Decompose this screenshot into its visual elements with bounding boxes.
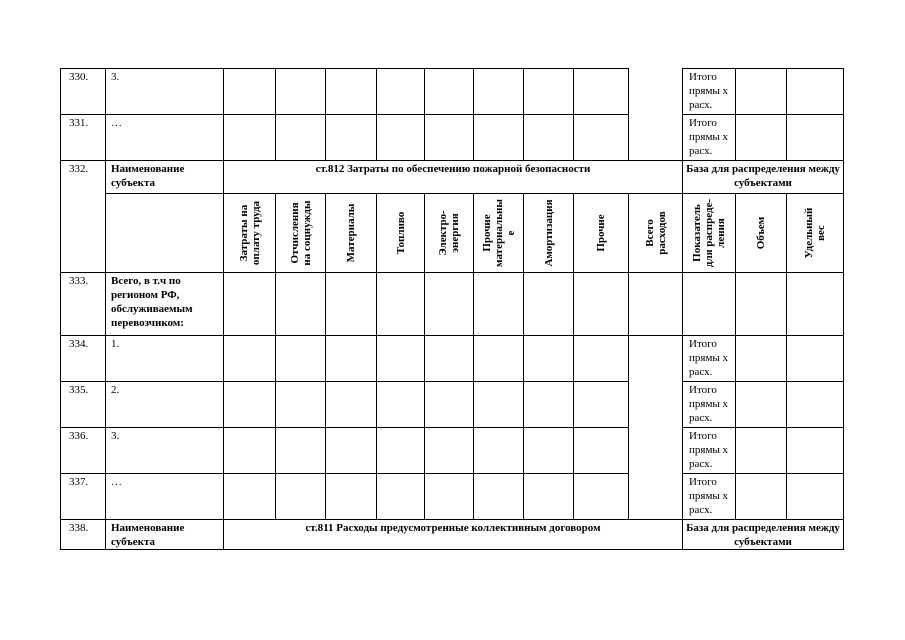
cell xyxy=(276,115,326,161)
cell xyxy=(276,273,326,336)
column-header-total: Всего расходов xyxy=(629,194,683,273)
cell xyxy=(787,69,844,115)
cell xyxy=(787,336,844,382)
base-title: База для распределения между субъектами xyxy=(683,520,844,550)
cell xyxy=(574,115,629,161)
table-row xyxy=(61,474,844,520)
table-row xyxy=(61,69,844,115)
cell xyxy=(474,428,524,474)
cell xyxy=(224,382,276,428)
cell xyxy=(736,428,787,474)
row-number: 335. xyxy=(61,382,106,428)
cell xyxy=(326,474,377,520)
cell xyxy=(524,428,574,474)
cell xyxy=(224,336,276,382)
column-header-labor: Затраты на оплату труда xyxy=(224,194,276,273)
cell xyxy=(629,273,683,336)
cell xyxy=(425,69,474,115)
cell xyxy=(787,115,844,161)
section-header-row xyxy=(61,520,844,550)
row-name: 3. xyxy=(106,69,224,115)
cell xyxy=(377,69,425,115)
cell xyxy=(224,115,276,161)
cell xyxy=(683,273,736,336)
column-header-indicator: Показатель для распреде- ления xyxy=(683,194,736,273)
cell xyxy=(377,273,425,336)
column-header-volume: Объем xyxy=(736,194,787,273)
cell xyxy=(377,115,425,161)
cell xyxy=(787,428,844,474)
section-title: ст.812 Затраты по обеспечению пожарной безопасности xyxy=(224,161,683,194)
section-header-row xyxy=(61,161,844,194)
section-title: ст.811 Расходы предусмотренные коллективным договором xyxy=(224,520,683,550)
row-name: 2. xyxy=(106,382,224,428)
base-indicator-cell: Итого прямы х расх. xyxy=(683,336,736,382)
column-header-materials: Материалы xyxy=(326,194,377,273)
table-row xyxy=(61,115,844,161)
row-number: 337. xyxy=(61,474,106,520)
cell xyxy=(276,336,326,382)
cell xyxy=(326,273,377,336)
base-indicator-cell: Итого прямы х расх. xyxy=(683,474,736,520)
cell xyxy=(377,428,425,474)
cell xyxy=(736,69,787,115)
cell xyxy=(524,336,574,382)
column-header-fuel: Топливо xyxy=(377,194,425,273)
cell xyxy=(474,474,524,520)
cell xyxy=(574,474,629,520)
cell xyxy=(574,428,629,474)
gap-cell xyxy=(629,336,683,382)
cell xyxy=(425,474,474,520)
table-row xyxy=(61,382,844,428)
table-row xyxy=(61,428,844,474)
cell xyxy=(425,115,474,161)
gap-cell xyxy=(629,382,683,428)
subject-name-header: Наименование субъекта xyxy=(106,161,224,194)
row-number: 331. xyxy=(61,115,106,161)
cell xyxy=(787,273,844,336)
cell xyxy=(425,428,474,474)
expense-distribution-table-page xyxy=(60,68,843,550)
empty-cell xyxy=(106,194,224,273)
cell xyxy=(474,115,524,161)
cell xyxy=(276,428,326,474)
total-row xyxy=(61,273,844,336)
cell xyxy=(377,336,425,382)
base-indicator-cell: Итого прямы х расх. xyxy=(683,115,736,161)
gap-cell xyxy=(629,115,683,161)
column-header-other-material: Прочие материальны е xyxy=(474,194,524,273)
column-header-social: Отчисления на соцнужды xyxy=(276,194,326,273)
cell xyxy=(524,273,574,336)
gap-cell xyxy=(629,474,683,520)
row-number: 333. xyxy=(61,273,106,336)
row-number: 330. xyxy=(61,69,106,115)
cell xyxy=(736,115,787,161)
cell xyxy=(425,336,474,382)
column-header-depreciation: Амортизация xyxy=(524,194,574,273)
cell xyxy=(425,382,474,428)
base-indicator-cell: Итого прямы х расх. xyxy=(683,69,736,115)
cell xyxy=(787,474,844,520)
cell xyxy=(574,273,629,336)
row-number: 334. xyxy=(61,336,106,382)
row-number: 338. xyxy=(61,520,106,550)
subject-name-header: Наименование субъекта xyxy=(106,520,224,550)
column-header-electricity: Электро- энергия xyxy=(425,194,474,273)
cell xyxy=(276,69,326,115)
cell xyxy=(474,69,524,115)
cell xyxy=(377,474,425,520)
cell xyxy=(736,336,787,382)
row-number: 336. xyxy=(61,428,106,474)
cell xyxy=(276,474,326,520)
column-header-other: Прочие xyxy=(574,194,629,273)
cell xyxy=(474,382,524,428)
cell xyxy=(224,69,276,115)
column-header-row xyxy=(61,194,844,273)
gap-cell xyxy=(629,69,683,115)
cell xyxy=(736,382,787,428)
cell xyxy=(474,336,524,382)
row-name: 3. xyxy=(106,428,224,474)
row-name: 1. xyxy=(106,336,224,382)
cell xyxy=(425,273,474,336)
row-number: 332. xyxy=(61,161,106,273)
cell xyxy=(224,474,276,520)
base-title: База для распределения между субъектами xyxy=(683,161,844,194)
cell xyxy=(326,69,377,115)
cell xyxy=(736,474,787,520)
base-indicator-cell: Итого прямы х расх. xyxy=(683,382,736,428)
cell xyxy=(224,428,276,474)
row-name: Всего, в т.ч по регионом РФ, обслуживаемым перевозчиком: xyxy=(106,273,224,336)
row-name: … xyxy=(106,474,224,520)
row-name: … xyxy=(106,115,224,161)
gap-cell xyxy=(629,428,683,474)
cell xyxy=(326,115,377,161)
cell xyxy=(574,69,629,115)
column-header-share: Удельный вес xyxy=(787,194,844,273)
cell xyxy=(326,336,377,382)
cell xyxy=(524,474,574,520)
cell xyxy=(224,273,276,336)
table-row xyxy=(61,336,844,382)
cell xyxy=(574,336,629,382)
cell xyxy=(524,69,574,115)
cell xyxy=(326,428,377,474)
cell xyxy=(524,115,574,161)
cell xyxy=(574,382,629,428)
cell xyxy=(326,382,377,428)
cell xyxy=(736,273,787,336)
cell xyxy=(377,382,425,428)
base-indicator-cell: Итого прямы х расх. xyxy=(683,428,736,474)
cell xyxy=(524,382,574,428)
cell xyxy=(787,382,844,428)
cell xyxy=(474,273,524,336)
expense-distribution-table xyxy=(60,68,844,550)
cell xyxy=(276,382,326,428)
